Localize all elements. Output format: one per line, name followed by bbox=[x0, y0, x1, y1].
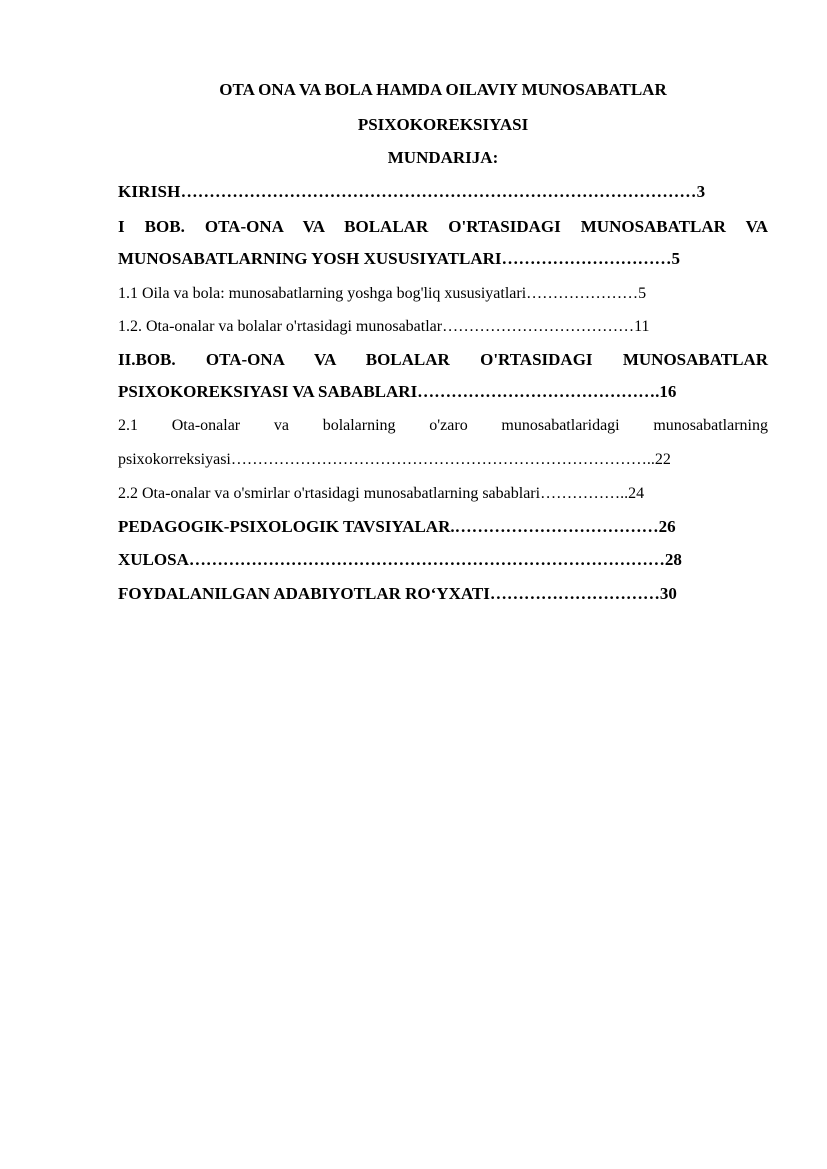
toc-entry-kirish: KIRISH………………………………………………………………………………3 bbox=[118, 182, 706, 201]
toc-entry-section-2-2: 2.2 Ota-onalar va o'smirlar o'rtasidagi munosabatlarning sabablari……………..24 bbox=[118, 485, 645, 502]
toc-entry-section-1-2: 1.2. Ota-onalar va bolalar o'rtasidagi munosabatlar………………………………11 bbox=[118, 318, 650, 335]
toc-entry-chapter-2-line-1: II.BOB. OTA-ONA VA BOLALAR O'RTASIDAGI MUNOSABATLAR bbox=[118, 350, 768, 369]
toc-entry-references: FOYDALANILGAN ADABIYOTLAR RO‘YXATI…………………………30 bbox=[118, 584, 677, 603]
toc-entry-section-2-1-line-2: psixokorreksiyasi……………………………………………………………………..22 bbox=[118, 451, 671, 468]
toc-entry-chapter-1-line-1: I BOB. OTA-ONA VA BOLALAR O'RTASIDAGI MUNOSABATLAR VA bbox=[118, 217, 768, 236]
document-title-line-2: PSIXOKOREKSIYASI bbox=[357, 115, 529, 134]
contents-heading: MUNDARIJA: bbox=[387, 148, 499, 167]
toc-entry-chapter-1-line-2: MUNOSABATLARNING YOSH XUSUSIYATLARI…………………………5 bbox=[118, 249, 681, 268]
toc-entry-recommendations: PEDAGOGIK-PSIXOLOGIK TAVSIYALAR.………………………………26 bbox=[118, 517, 676, 536]
toc-entry-section-1-1: 1.1 Oila va bola: munosabatlarning yoshga bog'liq xususiyatlari…………………5 bbox=[118, 285, 647, 302]
toc-entry-section-2-1-line-1: 2.1 Ota-onalar va bolalarning o'zaro munosabatlaridagi munosabatlarning bbox=[118, 417, 768, 434]
toc-entry-xulosa: XULOSA…………………………………………………………………………28 bbox=[118, 550, 682, 569]
document-title-line-1: OTA ONA VA BOLA HAMDA OILAVIY MUNOSABATLAR bbox=[219, 80, 667, 99]
toc-entry-chapter-2-line-2: PSIXOKOREKSIYASI VA SABABLARI…………………………………….16 bbox=[118, 382, 677, 401]
